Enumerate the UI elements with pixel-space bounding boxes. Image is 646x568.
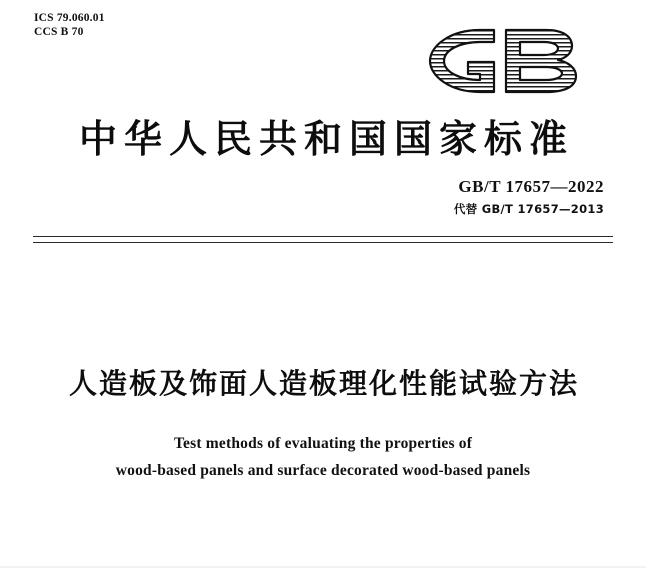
standard-number-block <box>454 176 604 218</box>
standard-number: GB/T 17657—2022 <box>458 177 604 196</box>
classification-codes <box>34 11 105 39</box>
divider-rule-lower <box>33 242 613 243</box>
replaces-standard: 代替 GB/T 17657—2013 <box>453 202 604 216</box>
ics-code: ICS 79.060.01 <box>34 12 105 24</box>
document-title-english <box>0 430 646 484</box>
document-title-english-line-1: Test methods of evaluating the properties of <box>173 435 473 452</box>
divider-rule-upper <box>33 236 613 237</box>
gb-emblem-icon <box>420 22 588 100</box>
document-title-chinese: 人造板及饰面人造板理化性能试验方法 <box>68 367 579 400</box>
ccs-code: CCS B 70 <box>34 26 84 38</box>
document-title-english-line-2: wood-based panels and surface decorated wood-based panels <box>115 462 531 479</box>
national-standard-heading: 中华人民共和国国家标准 <box>78 117 574 161</box>
